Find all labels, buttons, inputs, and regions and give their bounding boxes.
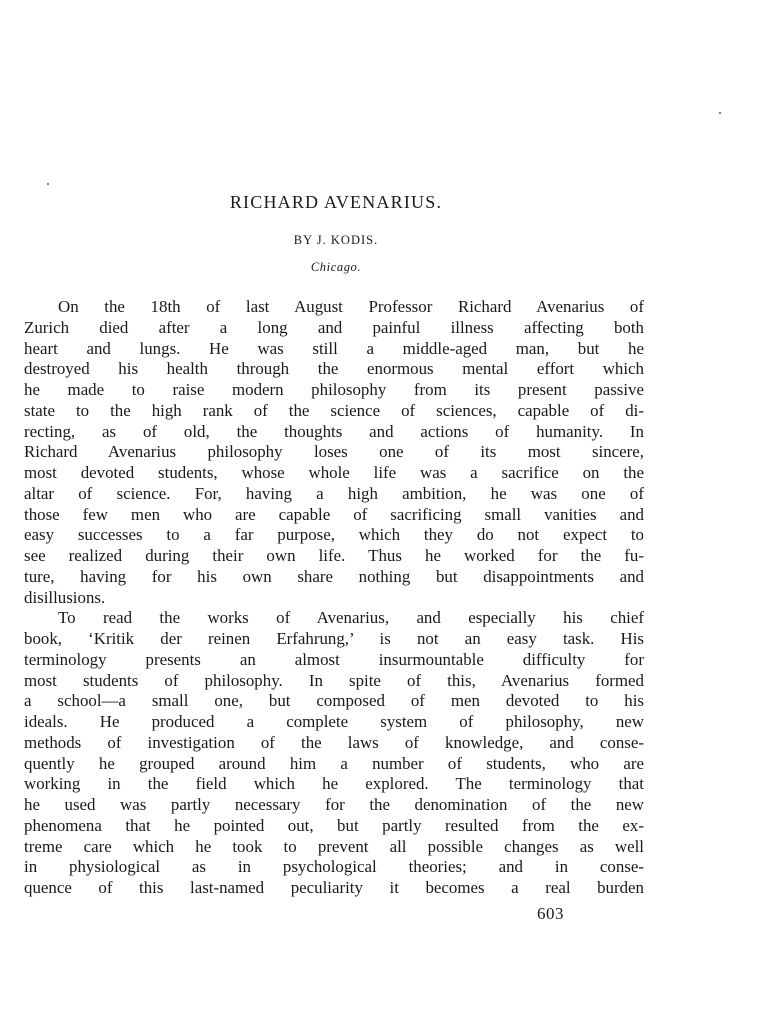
text-line: ideals. He produced a complete system of philosophy, new [24, 712, 644, 731]
text-line: quence of this last-named peculiarity it becomes a real burden [24, 878, 644, 897]
text-line: those few men who are capable of sacrificing small vanities and [24, 504, 644, 524]
text-line: Richard Avenarius philosophy loses one of its most sincere, [24, 442, 644, 462]
text-line: destroyed his health through the enormous mental effort which [24, 359, 644, 379]
text-line: altar of science. For, having a high ambition, he was one of [24, 483, 644, 503]
text-line: Zurich died after a long and painful illness affecting both [24, 317, 644, 337]
text-line: On the 18th of last August Professor Richard Avenarius of [58, 297, 644, 316]
text-line: most devoted students, whose whole life was a sacrifice on the [24, 463, 644, 482]
scan-speck [719, 112, 721, 114]
text-line: state to the high rank of the science of sciences, capable of di- [24, 400, 644, 420]
article-location: Chicago. [310, 260, 362, 274]
page-number: 603 [537, 904, 564, 923]
text-line: he used was partly necessary for the denomination of the new [24, 795, 644, 814]
text-line: working in the field which he explored. The terminology that [24, 774, 644, 794]
text-line: To read the works of Avenarius, and especially his chief [58, 608, 644, 628]
text-line: disillusions. [24, 587, 106, 607]
text-line: a school—a small one, but composed of men devoted to his [24, 691, 644, 711]
article-byline: BY J. KODIS. [293, 233, 379, 247]
text-line: in physiological as in psychological theories; and in conse- [24, 857, 644, 877]
text-line: heart and lungs. He was still a middle-aged man, but he [24, 338, 644, 358]
text-line: book, ‘Kritik der reinen Erfahrung,’ is not an easy task. His [24, 629, 644, 648]
text-line: see realized during their own life. Thus he worked for the fu- [24, 546, 644, 565]
text-line: recting, as of old, the thoughts and actions of humanity. In [24, 421, 644, 441]
text-line: phenomena that he pointed out, but partly resulted from the ex- [24, 815, 644, 835]
text-line: terminology presents an almost insurmountable difficulty for [24, 649, 644, 669]
text-line: methods of investigation of the laws of knowledge, and conse- [24, 732, 644, 752]
text-line: treme care which he took to prevent all possible changes as well [24, 836, 644, 856]
text-line: most students of philosophy. In spite of this, Avenarius formed [24, 670, 644, 690]
scan-speck [47, 183, 49, 185]
text-line: quently he grouped around him a number of students, who are [24, 753, 644, 773]
text-line: he made to raise modern philosophy from its present passive [24, 380, 644, 399]
text-line: ture, having for his own share nothing but disappointments and [24, 566, 644, 586]
text-line: easy successes to a far purpose, which they do not expect to [24, 525, 644, 545]
article-title: RICHARD AVENARIUS. [229, 192, 443, 212]
article-body [24, 297, 644, 899]
